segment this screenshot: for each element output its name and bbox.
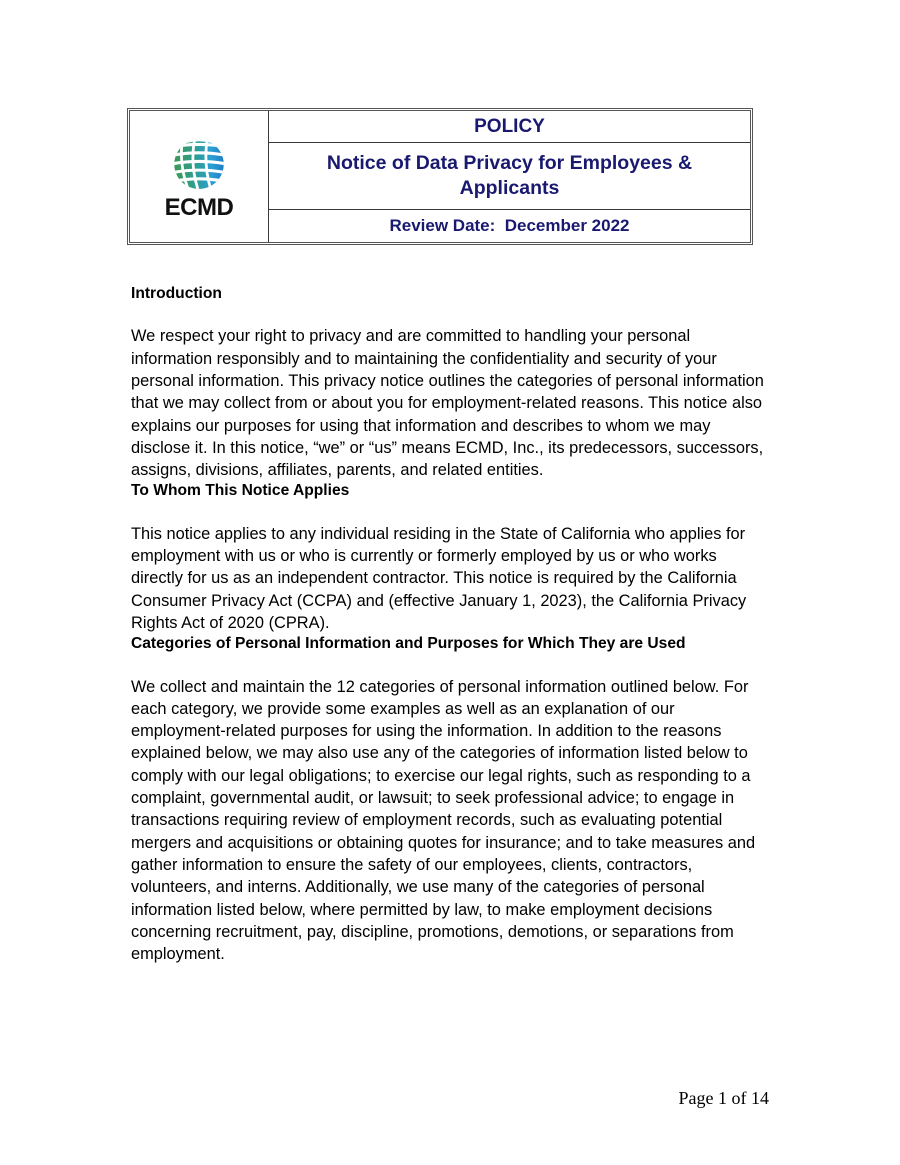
policy-title: Notice of Data Privacy for Employees & Applicants xyxy=(269,143,750,210)
section-paragraph: We collect and maintain the 12 categories of personal information outlined below. For each category, we provide some examples as well as an explanation of our employment-related purposes for using the information. In addition to the reasons explained below, we may also use any of the categories of information listed below to comply with our legal obligations; to exercise our legal rights, such as responding to a complaint, governmental audit, or lawsuit; to seek professional advice; to engage in transactions requiring review of employment records, such as evaluating potential mergers and acquisitions or obtaining quotes for insurance; and to take measures and gather information to ensure the safety of our employees, clients, contractors, volunteers, and interns. Additionally, we use many of the categories of personal information listed below, where permitted by law, to make employment decisions concerning recruitment, pay, discipline, promotions, demotions, or separations from employment. xyxy=(131,677,756,964)
section-paragraph: This notice applies to any individual residing in the State of California who applies for employment with us or who is currently or formerly employed by us or who works directly for us as an independent contractor. This notice is required by the California Consumer Privacy Act (CCPA) and (effective January 1, 2023), the California Privacy Rights Act of 2020 (CPRA). xyxy=(131,524,747,632)
review-date-cell xyxy=(269,210,751,242)
page-number: Page 1 of 14 xyxy=(678,1088,769,1108)
policy-label-cell xyxy=(269,111,751,143)
section-paragraph: We respect your right to privacy and are committed to handling your personal information responsibly and to maintaining the confidentiality and security of your personal information. This privacy notice outlines the categories of personal information that we may collect from or about you for employment-related reasons. This notice also explains our purposes for using that information and describes to whom we may disclose it. In this notice, “we” or “us” means ECMD, Inc., its predecessors, successors, assigns, divisions, affiliates, parents, and related entities. xyxy=(131,327,764,480)
document-body xyxy=(131,284,773,966)
logo-cell xyxy=(130,111,269,242)
policy-title-cell xyxy=(269,143,751,210)
globe-logo-icon xyxy=(168,132,230,194)
section-introduction xyxy=(131,284,773,481)
section-categories-of-personal-information xyxy=(131,634,773,965)
brand-name: ECMD xyxy=(164,193,234,221)
policy-label: POLICY xyxy=(269,111,750,143)
section-heading: Introduction xyxy=(131,285,222,302)
company-logo xyxy=(134,132,264,220)
section-heading: Categories of Personal Information and Purposes for Which They are Used xyxy=(131,635,686,653)
review-date: Review Date: December 2022 xyxy=(389,215,630,235)
policy-header-table xyxy=(127,108,753,245)
section-to-whom-this-notice-applies xyxy=(131,481,773,634)
page-footer xyxy=(0,1088,900,1109)
section-heading: To Whom This Notice Applies xyxy=(131,482,350,500)
